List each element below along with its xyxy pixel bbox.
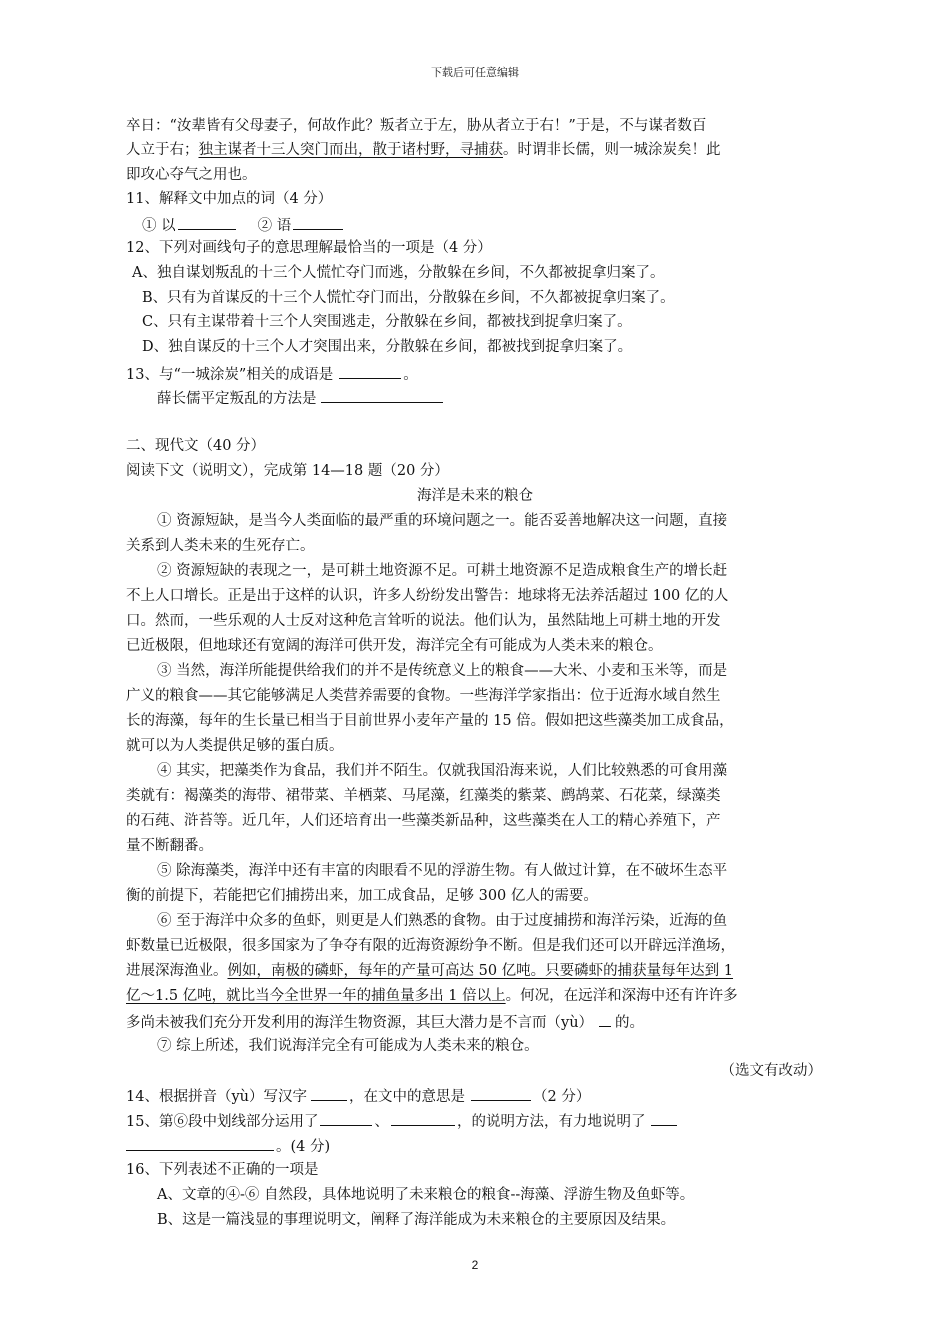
- q14-score: （2 分）: [532, 1089, 591, 1105]
- classical-line-2-start: 人立于右；: [126, 142, 199, 158]
- underlined-sentence: 独主谋者十三人突门而出，散于诸村野，寻捕获: [198, 142, 503, 158]
- q15-blank-3-cont[interactable]: [126, 1135, 274, 1151]
- article-p4-line-1: ④ 其实，把藻类作为食品，我们并不陌生。仅就我国沿海来说，人们比较熟悉的可食用藻: [157, 763, 728, 779]
- yu-blank[interactable]: [599, 1011, 611, 1027]
- classical-line-1: 卒日：“汝辈皆有父母妻子，何故作此？叛者立于左，胁从者立于右！”于是，不与谋者数百: [126, 118, 707, 134]
- q13-blank-2[interactable]: [321, 387, 443, 403]
- article-p6-line-5: [126, 1011, 644, 1031]
- q15-blank-2[interactable]: [391, 1110, 455, 1126]
- reading-instruction: 阅读下文（说明文），完成第 14—18 题（20 分）: [126, 463, 449, 479]
- article-p3-line-2: 广义的粮食——其它能够满足人类营养需要的食物。一些海洋学家指出：位于近海水域自然生: [126, 688, 721, 704]
- q13-method-label: 薛长儒平定叛乱的方法是: [157, 391, 317, 407]
- article-p6-line-3: [126, 961, 733, 981]
- q15-middle: ，的说明方法，有力地说明了: [456, 1114, 646, 1130]
- article-p6-line-1: ⑥ 至于海洋中众多的鱼虾，则更是人们熟悉的食物。由于过度捕捞和海洋污染，近海的鱼: [157, 913, 728, 929]
- article-p4-line-3: 的石莼、浒苔等。近几年，人们还培育出一些藻类新品种，这些藻类在人工的精心养殖下，产: [126, 813, 721, 829]
- q16-option-b: B、这是一篇浅显的事理说明文，阐释了海洋能成为未来粮仓的主要原因及结果。: [157, 1212, 676, 1228]
- q11-blank-1[interactable]: [178, 214, 236, 230]
- article-p1-line-2: 关系到人类未来的生死存亡。: [126, 538, 315, 554]
- article-p6-line-5-end: 的。: [615, 1015, 645, 1031]
- q13-line-2: [157, 387, 445, 407]
- article-p1-line-1: ① 资源短缺，是当今人类面临的最严重的环境问题之一。能否妥善地解决这一问题，直接: [157, 513, 728, 529]
- article-p4-line-4: 量不断翻番。: [126, 838, 213, 854]
- q11-stem: 11、解释文中加点的词（4 分）: [126, 191, 333, 207]
- q14-blank-2[interactable]: [471, 1085, 531, 1101]
- underlined-example: 例如，南极的磷虾，每年的产量可高达 50 亿吨。只要磷虾的捕获量每年达到 1: [227, 963, 734, 979]
- q15-blank-1[interactable]: [320, 1110, 372, 1126]
- q11-item-1: ① 以: [142, 218, 176, 234]
- q14-line: [126, 1085, 590, 1105]
- article-p6-line-4-end: 。何况，在远洋和深海中还有许许多: [505, 988, 738, 1004]
- article-p3-line-1: ③ 当然，海洋所能提供给我们的并不是传统意义上的粮食——大米、小麦和玉米等，而是: [157, 663, 728, 679]
- q13-stem: 13、与“一城涂炭”相关的成语是: [126, 367, 334, 383]
- article-title: 海洋是未来的粮仓: [417, 488, 533, 504]
- classical-line-2: [126, 140, 721, 160]
- article-p3-line-3: 长的海藻，每年的生长量已相当于目前世界小麦年产量的 15 倍。假如把这些藻类加工成食品，: [126, 713, 734, 729]
- q15-line-2: [126, 1135, 330, 1155]
- q12-option-b: B、只有为首谋反的十三个人慌忙夺门而出，分散躲在乡间，不久都被捉拿归案了。: [142, 290, 675, 306]
- underlined-comparison: 亿～1.5 亿吨，就比当今全世界一年的捕鱼量多出 1 倍以上: [126, 988, 506, 1004]
- article-source: （选文有改动）: [720, 1063, 822, 1079]
- article-p4-line-2: 类就有：褐藻类的海带、裙带菜、羊栖菜、马尾藻，红藻类的紫菜、鹧鸪菜、石花菜，绿藻类: [126, 788, 721, 804]
- q12-stem: 12、下列对画线句子的意思理解最恰当的一项是（4 分）: [126, 240, 492, 256]
- q11-items: [142, 214, 345, 234]
- q16-stem: 16、下列表述不正确的一项是: [126, 1162, 319, 1178]
- article-p6-line-5-text: 多尚未被我们充分开发利用的海洋生物资源，其巨大潜力是不言而（yù）: [126, 1015, 594, 1031]
- classical-line-2-end: 。时谓非长儒，则一城涂炭矣！此: [503, 142, 721, 158]
- article-p3-line-4: 就可以为人类提供足够的蛋白质。: [126, 738, 344, 754]
- q15-blank-3[interactable]: [651, 1110, 677, 1126]
- article-p5-line-1: ⑤ 除海藻类，海洋中还有丰富的肉眼看不见的浮游生物。有人做过计算，在不破坏生态平: [157, 863, 728, 879]
- article-p2-line-3: 口。然而，一些乐观的人士反对这种危言耸听的说法。他们认为，虽然陆地上可耕土地的开发: [126, 613, 721, 629]
- q13-blank-1[interactable]: [339, 363, 401, 379]
- article-p2-line-4: 已近极限，但地球还有宽阔的海洋可供开发，海洋完全有可能成为人类未来的粮仓。: [126, 638, 663, 654]
- q12-option-d: D、独自谋反的十三个人才突围出来，分散躲在乡间，都被找到捉拿归案了。: [142, 339, 633, 355]
- q15-sep: 、: [374, 1114, 389, 1130]
- article-p5-line-2: 衡的前提下，若能把它们捕捞出来，加工成食品，足够 300 亿人的需要。: [126, 888, 598, 904]
- classical-line-3: 即攻心夺气之用也。: [126, 167, 257, 183]
- section-title: 二、现代文（40 分）: [126, 438, 266, 454]
- q15-score: 。(4 分): [276, 1139, 331, 1155]
- article-p6-line-4: [126, 986, 738, 1006]
- article-p6-line-2: 虾数量已近极限，很多国家为了争夺有限的近海资源纷争不断。但是我们还可以开辟远洋渔场，: [126, 938, 735, 954]
- q11-item-2: ② 语: [257, 218, 292, 234]
- q14-stem: 14、根据拼音（yù）写汉字: [126, 1089, 307, 1105]
- q13-line-1: [126, 363, 418, 383]
- article-p2-line-2: 不上人口增长。正是出于这样的认识，许多人纷纷发出警告：地球将无法养活超过 100 亿的人: [126, 588, 729, 604]
- q14-middle: ，在文中的意思是: [348, 1089, 465, 1105]
- article-p6-line-3-start: 进展深海渔业。: [126, 963, 228, 979]
- q11-blank-2[interactable]: [293, 214, 343, 230]
- article-p2-line-1: ② 资源短缺的表现之一，是可耕土地资源不足。可耕土地资源不足造成粮食生产的增长赶: [157, 563, 728, 579]
- q15-line-1: [126, 1110, 679, 1130]
- q15-stem: 15、第⑥段中划线部分运用了: [126, 1114, 319, 1130]
- q12-option-c: C、只有主谋带着十三个人突围逃走，分散躲在乡间，都被找到捉拿归案了。: [142, 314, 632, 330]
- page-number: 2: [471, 1258, 479, 1272]
- q13-stem-end: 。: [403, 367, 418, 383]
- page-header: 下载后可任意编辑: [431, 66, 519, 79]
- q12-option-a: A、独自谋划叛乱的十三个人慌忙夺门而逃，分散躲在乡间，不久都被捉拿归案了。: [132, 265, 665, 281]
- article-p7: ⑦ 综上所述，我们说海洋完全有可能成为人类未来的粮仓。: [157, 1038, 539, 1054]
- q16-option-a: A、文章的④-⑥ 自然段，具体地说明了未来粮仓的粮食--海藻、浮游生物及鱼虾等。: [157, 1187, 695, 1203]
- q14-blank-1[interactable]: [311, 1085, 347, 1101]
